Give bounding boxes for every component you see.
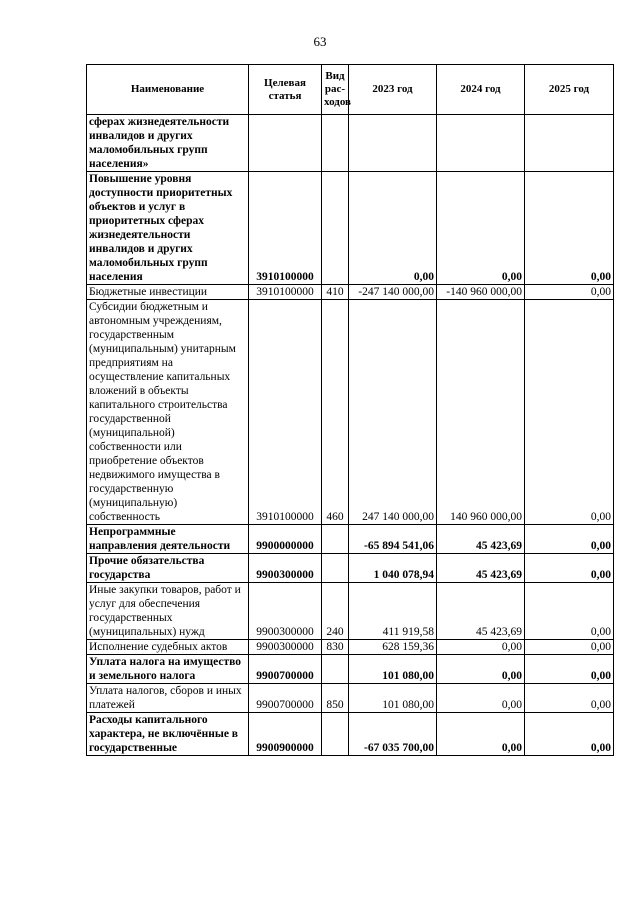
cell-y2025: 0,00 (525, 583, 614, 640)
cell-y2024: 0,00 (437, 713, 525, 756)
cell-kind: 850 (322, 684, 349, 713)
table-row (87, 640, 614, 655)
cell-y2023: -247 140 000,00 (349, 285, 437, 300)
cell-code: 9900900000 (249, 713, 322, 756)
cell-y2024: 0,00 (437, 172, 525, 285)
header-kind: Вид рас-ходов (322, 65, 349, 115)
cell-name: Непрограммные направления деятельности (87, 525, 249, 554)
table-row (87, 285, 614, 300)
cell-code: 9900700000 (249, 684, 322, 713)
cell-y2024: 45 423,69 (437, 554, 525, 583)
cell-kind: 240 (322, 583, 349, 640)
cell-code: 9900300000 (249, 554, 322, 583)
cell-y2024: 45 423,69 (437, 583, 525, 640)
cell-code: 9900300000 (249, 583, 322, 640)
header-code: Целевая статья (249, 65, 322, 115)
cell-name: Иные закупки товаров, работ и услуг для обеспечения государственных (муниципальных) нужд (87, 583, 249, 640)
cell-y2023: -67 035 700,00 (349, 713, 437, 756)
cell-y2025: 0,00 (525, 285, 614, 300)
cell-y2025: 0,00 (525, 554, 614, 583)
header-name: Наименование (87, 65, 249, 115)
table-row (87, 554, 614, 583)
cell-name: Исполнение судебных актов (87, 640, 249, 655)
page-number: 63 (313, 34, 327, 49)
cell-name: Субсидии бюджетным и автономным учреждениям, государственным (муниципальным) унитарным предприятиям на осуществление капитальных вложений в объекты капитального строительства государственной (муниципальной) собственности или приобретение объектов недвижимого имущества в государственную (муниципальную) собственность (87, 300, 249, 525)
cell-kind (322, 655, 349, 684)
cell-name: Уплата налогов, сборов и иных платежей (87, 684, 249, 713)
cell-y2025: 0,00 (525, 300, 614, 525)
cell-y2023: 247 140 000,00 (349, 300, 437, 525)
cell-name: Прочие обязательства государства (87, 554, 249, 583)
cell-y2025: 0,00 (525, 713, 614, 756)
cell-name: Расходы капитального характера, не включённые в государственные (87, 713, 249, 756)
budget-table (86, 64, 614, 756)
cell-name: сферах жизнедеятельности инвалидов и других маломобильных групп населения» (87, 115, 249, 172)
table-header-row (87, 65, 614, 115)
table-row (87, 115, 614, 172)
table-row (87, 300, 614, 525)
cell-code: 9900000000 (249, 525, 322, 554)
cell-code (249, 115, 322, 172)
cell-code: 9900700000 (249, 655, 322, 684)
table-row (87, 655, 614, 684)
cell-kind (322, 554, 349, 583)
cell-y2024: 140 960 000,00 (437, 300, 525, 525)
cell-code: 3910100000 (249, 172, 322, 285)
cell-y2023: 101 080,00 (349, 684, 437, 713)
cell-name: Повышение уровня доступности приоритетных объектов и услуг в приоритетных сферах жизнедеятельности инвалидов и других маломобильных групп населения (87, 172, 249, 285)
cell-y2024: 0,00 (437, 640, 525, 655)
cell-kind (322, 525, 349, 554)
cell-name: Бюджетные инвестиции (87, 285, 249, 300)
table-body (87, 115, 614, 756)
cell-y2023: -65 894 541,06 (349, 525, 437, 554)
cell-y2023: 1 040 078,94 (349, 554, 437, 583)
cell-code: 9900300000 (249, 640, 322, 655)
cell-kind: 830 (322, 640, 349, 655)
cell-y2024 (437, 115, 525, 172)
cell-y2023: 0,00 (349, 172, 437, 285)
table-row (87, 713, 614, 756)
header-2025: 2025 год (525, 65, 614, 115)
cell-y2024: 45 423,69 (437, 525, 525, 554)
cell-kind (322, 172, 349, 285)
cell-y2023 (349, 115, 437, 172)
cell-y2024: -140 960 000,00 (437, 285, 525, 300)
table-row (87, 525, 614, 554)
cell-kind (322, 713, 349, 756)
cell-y2023: 628 159,36 (349, 640, 437, 655)
cell-kind: 410 (322, 285, 349, 300)
header-2024: 2024 год (437, 65, 525, 115)
cell-code: 3910100000 (249, 285, 322, 300)
cell-y2025: 0,00 (525, 172, 614, 285)
cell-y2024: 0,00 (437, 684, 525, 713)
table-row (87, 583, 614, 640)
cell-y2025 (525, 115, 614, 172)
cell-y2024: 0,00 (437, 655, 525, 684)
cell-y2025: 0,00 (525, 640, 614, 655)
cell-y2023: 101 080,00 (349, 655, 437, 684)
cell-y2023: 411 919,58 (349, 583, 437, 640)
cell-name: Уплата налога на имущество и земельного налога (87, 655, 249, 684)
cell-kind: 460 (322, 300, 349, 525)
header-2023: 2023 год (349, 65, 437, 115)
table-row (87, 172, 614, 285)
table-row (87, 684, 614, 713)
cell-kind (322, 115, 349, 172)
cell-code: 3910100000 (249, 300, 322, 525)
cell-y2025: 0,00 (525, 684, 614, 713)
cell-y2025: 0,00 (525, 525, 614, 554)
cell-y2025: 0,00 (525, 655, 614, 684)
